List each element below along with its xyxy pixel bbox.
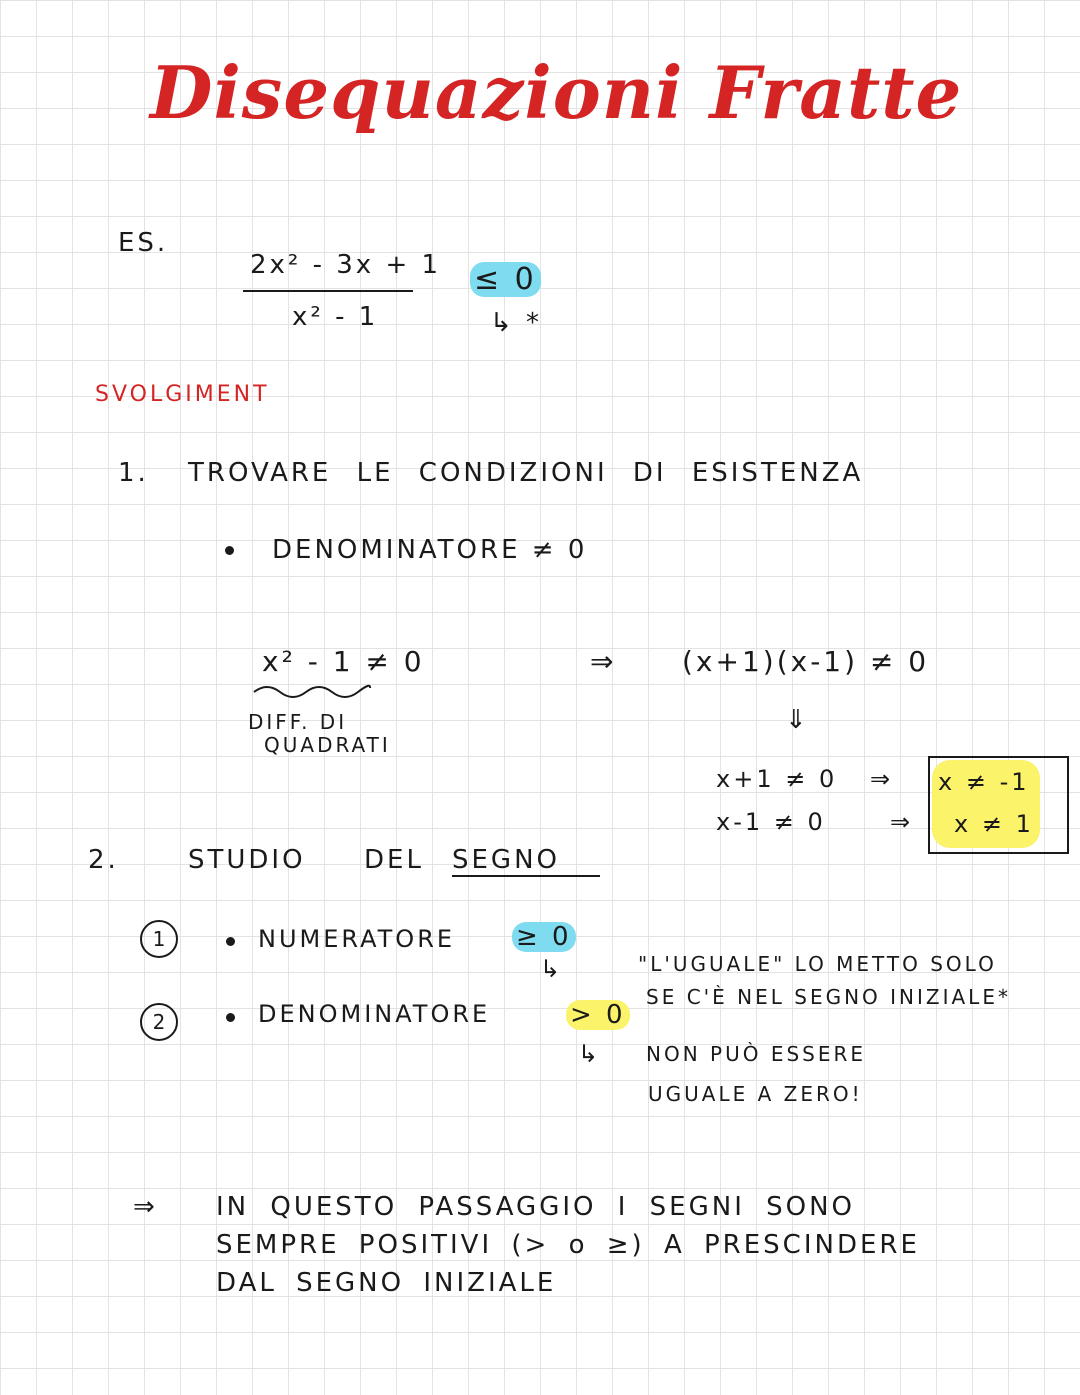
step2-number: 2. [88,845,119,875]
note2-line1: NON PUÒ ESSERE [646,1042,867,1066]
inequality-relation [470,262,541,297]
brace-note-line2: QUADRATI [264,733,391,757]
item1-relation: ≥ 0 [512,922,576,952]
item2-arrow: ↳ [578,1040,602,1068]
condition-2-arrow: ⇒ [890,808,914,836]
solution-label: SVOLGIMENT [95,382,270,407]
fraction-numerator: 2x² - 3x + 1 [250,250,442,280]
bullet-dot [226,937,235,946]
item2-circle: 2 [140,1003,178,1041]
brace-note-line1: DIFF. DI [248,710,348,734]
factored-equation: (x+1)(x-1) ≠ 0 [682,645,930,678]
fraction-bar [243,290,413,292]
step2-heading-studio: STUDIO [188,845,306,875]
arrow-note: ↳ * [490,308,543,338]
step2-heading-del: DEL [364,845,424,875]
condition-1-arrow: ⇒ [870,765,894,793]
item2-relation: > 0 [566,1000,630,1030]
step1-heading: TROVARE LE CONDIZIONI DI ESISTENZA [188,458,864,488]
bullet-dot [226,1013,235,1022]
note1-line1: "L'UGUALE" LO METTO SOLO [638,952,997,976]
result-1: x ≠ -1 [938,768,1030,796]
note2-line2: UGUALE A ZERO! [648,1082,863,1106]
down-arrow: ⇓ [785,705,810,735]
result-2: x ≠ 1 [954,810,1034,838]
item1-label: NUMERATORE [258,925,456,953]
note1-line2: SE C'È NEL SEGNO INIZIALE* [646,985,1011,1009]
fraction-denominator: x² - 1 [292,302,379,332]
item1-arrow: ↳ [540,955,564,983]
conclusion-line3: DAL SEGNO INIZIALE [216,1268,557,1298]
item1-circle: 1 [140,920,178,958]
step1-number: 1. [118,458,149,488]
conclusion-line1: IN QUESTO PASSAGGIO I SEGNI SONO [216,1192,856,1222]
page-title: Disequazioni Fratte [150,50,963,135]
step1-bullet-text: DENOMINATORE ≠ 0 [272,535,588,565]
implies-arrow: ⇒ [590,645,617,678]
item2-label: DENOMINATORE [258,1000,491,1028]
conclusion-arrow: ⇒ [133,1192,158,1222]
bullet-dot [225,546,234,555]
condition-1: x+1 ≠ 0 [716,765,838,793]
brace-squiggle [252,680,372,700]
condition-2: x-1 ≠ 0 [716,808,826,836]
example-label: ES. [118,228,169,258]
result-box [928,756,1069,854]
step2-heading-segno: SEGNO [452,845,600,877]
relation-highlight: ≤ 0 [470,262,541,297]
equation-left: x² - 1 ≠ 0 [262,645,425,678]
conclusion-line2: SEMPRE POSITIVI (> o ≥) A PRESCINDERE [216,1230,920,1260]
